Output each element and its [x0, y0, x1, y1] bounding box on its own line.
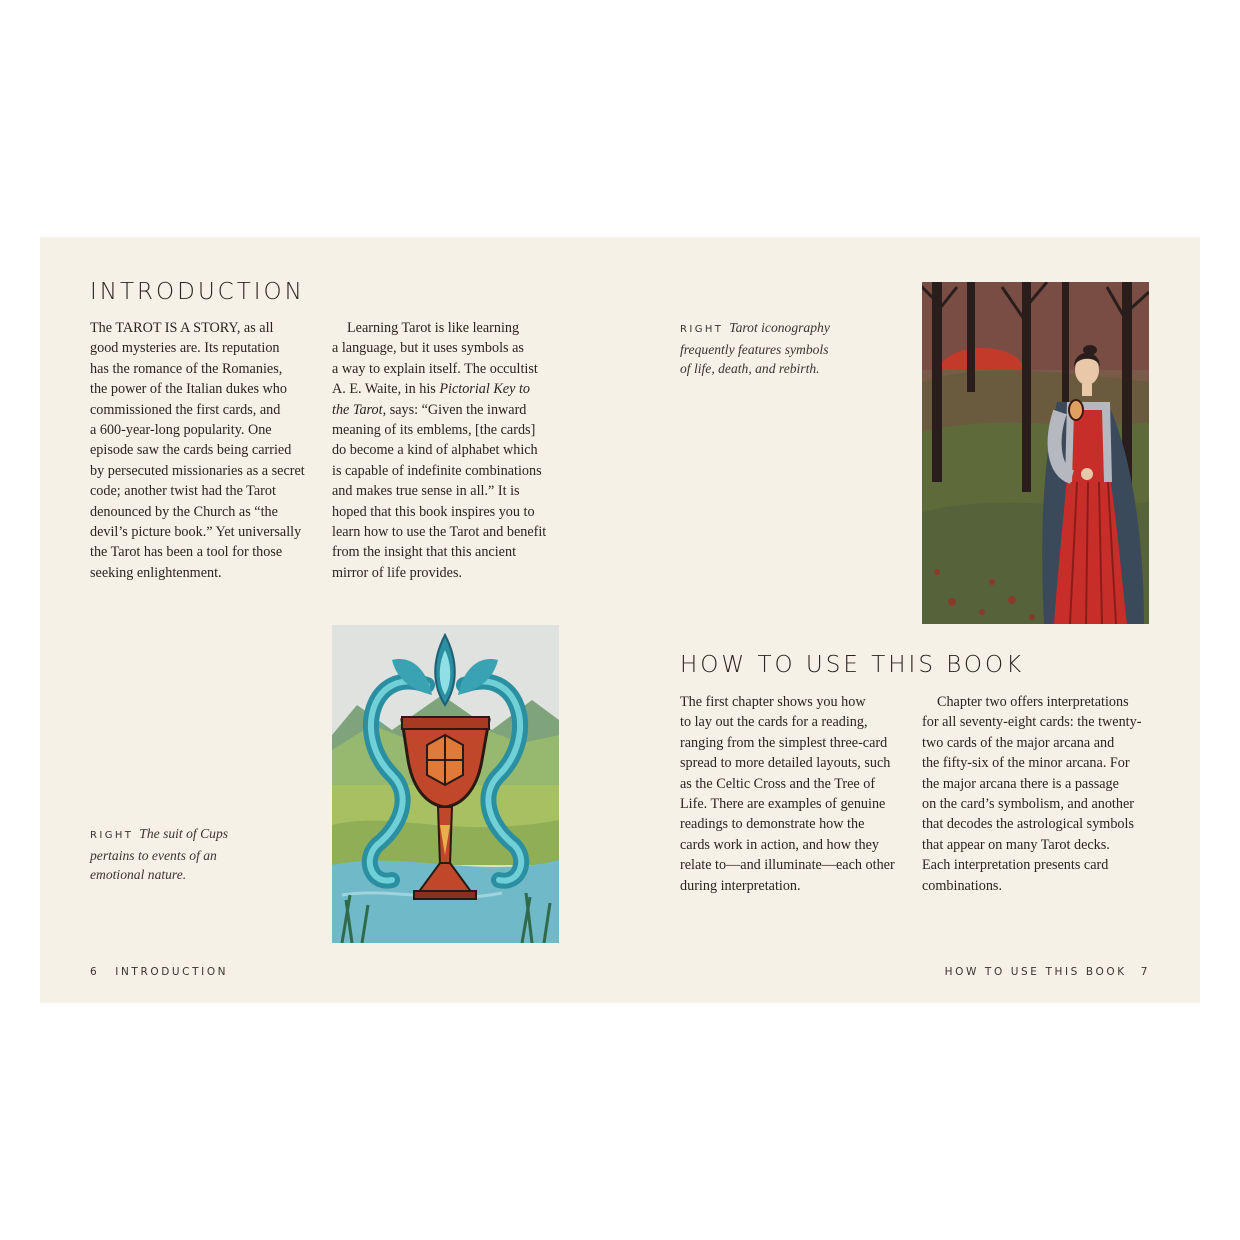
text-line	[332, 400, 562, 420]
text-line: seeking enlightenment.	[90, 564, 222, 581]
cups-card-illustration	[332, 625, 559, 943]
intro-column-2	[332, 318, 562, 583]
book-title-italic: Pictorial Key to	[439, 381, 530, 398]
page-number: 6	[90, 966, 100, 978]
woman-in-red-dress-card-illustration	[922, 282, 1149, 624]
text-line: that appear on many Tarot decks.	[922, 836, 1110, 853]
caption-text: Tarot iconography	[729, 320, 830, 335]
text-line: hoped that this book inspires you to	[332, 503, 535, 520]
text-line: episode saw the cards being carried	[90, 442, 292, 459]
text-line: the Tarot has been a tool for those	[90, 544, 283, 561]
text-run: A. E. Waite, in his	[332, 381, 440, 398]
text-line: to lay out the cards for a reading,	[680, 714, 868, 731]
text-line: cards work in action, and how they	[680, 836, 879, 853]
text-line: good mysteries are. Its reputation	[90, 340, 280, 357]
text-run: , says: “Given the inward	[382, 401, 527, 418]
text-line: do become a kind of alphabet which	[332, 442, 538, 459]
book-title-italic: the Tarot	[332, 401, 383, 418]
text-line: is capable of indefinite combinations	[332, 462, 542, 479]
text-line: the power of the Italian dukes who	[90, 381, 287, 398]
running-head: INTRODUCTION	[115, 966, 229, 978]
text-line: the fifty-six of the minor arcana. For	[922, 755, 1130, 772]
text-line: meaning of its emblems, [the cards]	[332, 422, 536, 439]
caption-line	[90, 824, 290, 846]
text-line: on the card’s symbolism, and another	[922, 796, 1134, 813]
caption-iconography	[680, 318, 900, 379]
caption-line: frequently features symbols	[680, 341, 829, 357]
how-to-column-1	[680, 692, 908, 896]
caption-line: emotional nature.	[90, 867, 187, 883]
text-line: devil’s picture book.” Yet universally	[90, 524, 302, 541]
caption-label: RIGHT	[680, 324, 724, 335]
how-to-column-2	[922, 692, 1152, 896]
text-line: Life. There are examples of genuine	[680, 796, 886, 813]
text-line: Chapter two offers interpretations	[937, 694, 1129, 710]
text-line: ranging from the simplest three-card	[680, 734, 888, 751]
text-line: mirror of life provides.	[332, 564, 463, 581]
text-line: code; another twist had the Tarot	[90, 483, 276, 500]
text-line: The first chapter shows you how	[680, 694, 866, 710]
text-line: the major arcana there is a passage	[922, 775, 1119, 792]
caption-label: RIGHT	[90, 830, 134, 841]
caption-line: of life, death, and rebirth.	[680, 361, 820, 377]
book-spread	[40, 237, 1200, 1003]
text-line: has the romance of the Romanies,	[90, 360, 283, 377]
text-line: relate to—and illuminate—each other	[680, 857, 895, 874]
folio-left	[90, 966, 228, 978]
text-line: two cards of the major arcana and	[922, 734, 1115, 751]
text-line: a 600-year-long popularity. One	[90, 422, 272, 439]
text-line: combinations.	[922, 877, 1002, 894]
text-line: and makes true sense in all.” It is	[332, 483, 520, 500]
page-heading-introduction: INTRODUCTION	[90, 279, 305, 305]
text-line	[332, 379, 562, 399]
intro-column-1	[90, 318, 315, 583]
running-head: HOW TO USE THIS BOOK	[944, 966, 1127, 978]
text-line: a language, but it uses symbols as	[332, 340, 524, 357]
caption-line	[680, 318, 900, 340]
text-line: commissioned the first cards, and	[90, 401, 281, 418]
text-line: that decodes the astrological symbols	[922, 816, 1134, 833]
text-line: by persecuted missionaries as a secret	[90, 462, 305, 479]
page-number: 7	[1140, 966, 1150, 978]
page-heading-how-to-use: HOW TO USE THIS BOOK	[680, 652, 1025, 678]
folio-right	[945, 966, 1150, 978]
text-line: denounced by the Church as “the	[90, 503, 278, 520]
text-line: spread to more detailed layouts, such	[680, 755, 891, 772]
caption-cups	[90, 824, 290, 885]
text-line: Each interpretation presents card	[922, 857, 1109, 874]
text-line: learn how to use the Tarot and benefit	[332, 524, 547, 541]
caption-text: The suit of Cups	[139, 826, 229, 841]
text-line: as the Celtic Cross and the Tree of	[680, 775, 876, 792]
text-line: from the insight that this ancient	[332, 544, 517, 561]
text-line: The TAROT IS A STORY, as all	[90, 320, 274, 336]
text-line: for all seventy-eight cards: the twenty-	[922, 714, 1142, 731]
text-line: a way to explain itself. The occultist	[332, 360, 538, 377]
text-line: during interpretation.	[680, 877, 801, 894]
text-line: Learning Tarot is like learning	[347, 320, 520, 336]
caption-line: pertains to events of an	[90, 847, 217, 863]
text-line: readings to demonstrate how the	[680, 816, 865, 833]
